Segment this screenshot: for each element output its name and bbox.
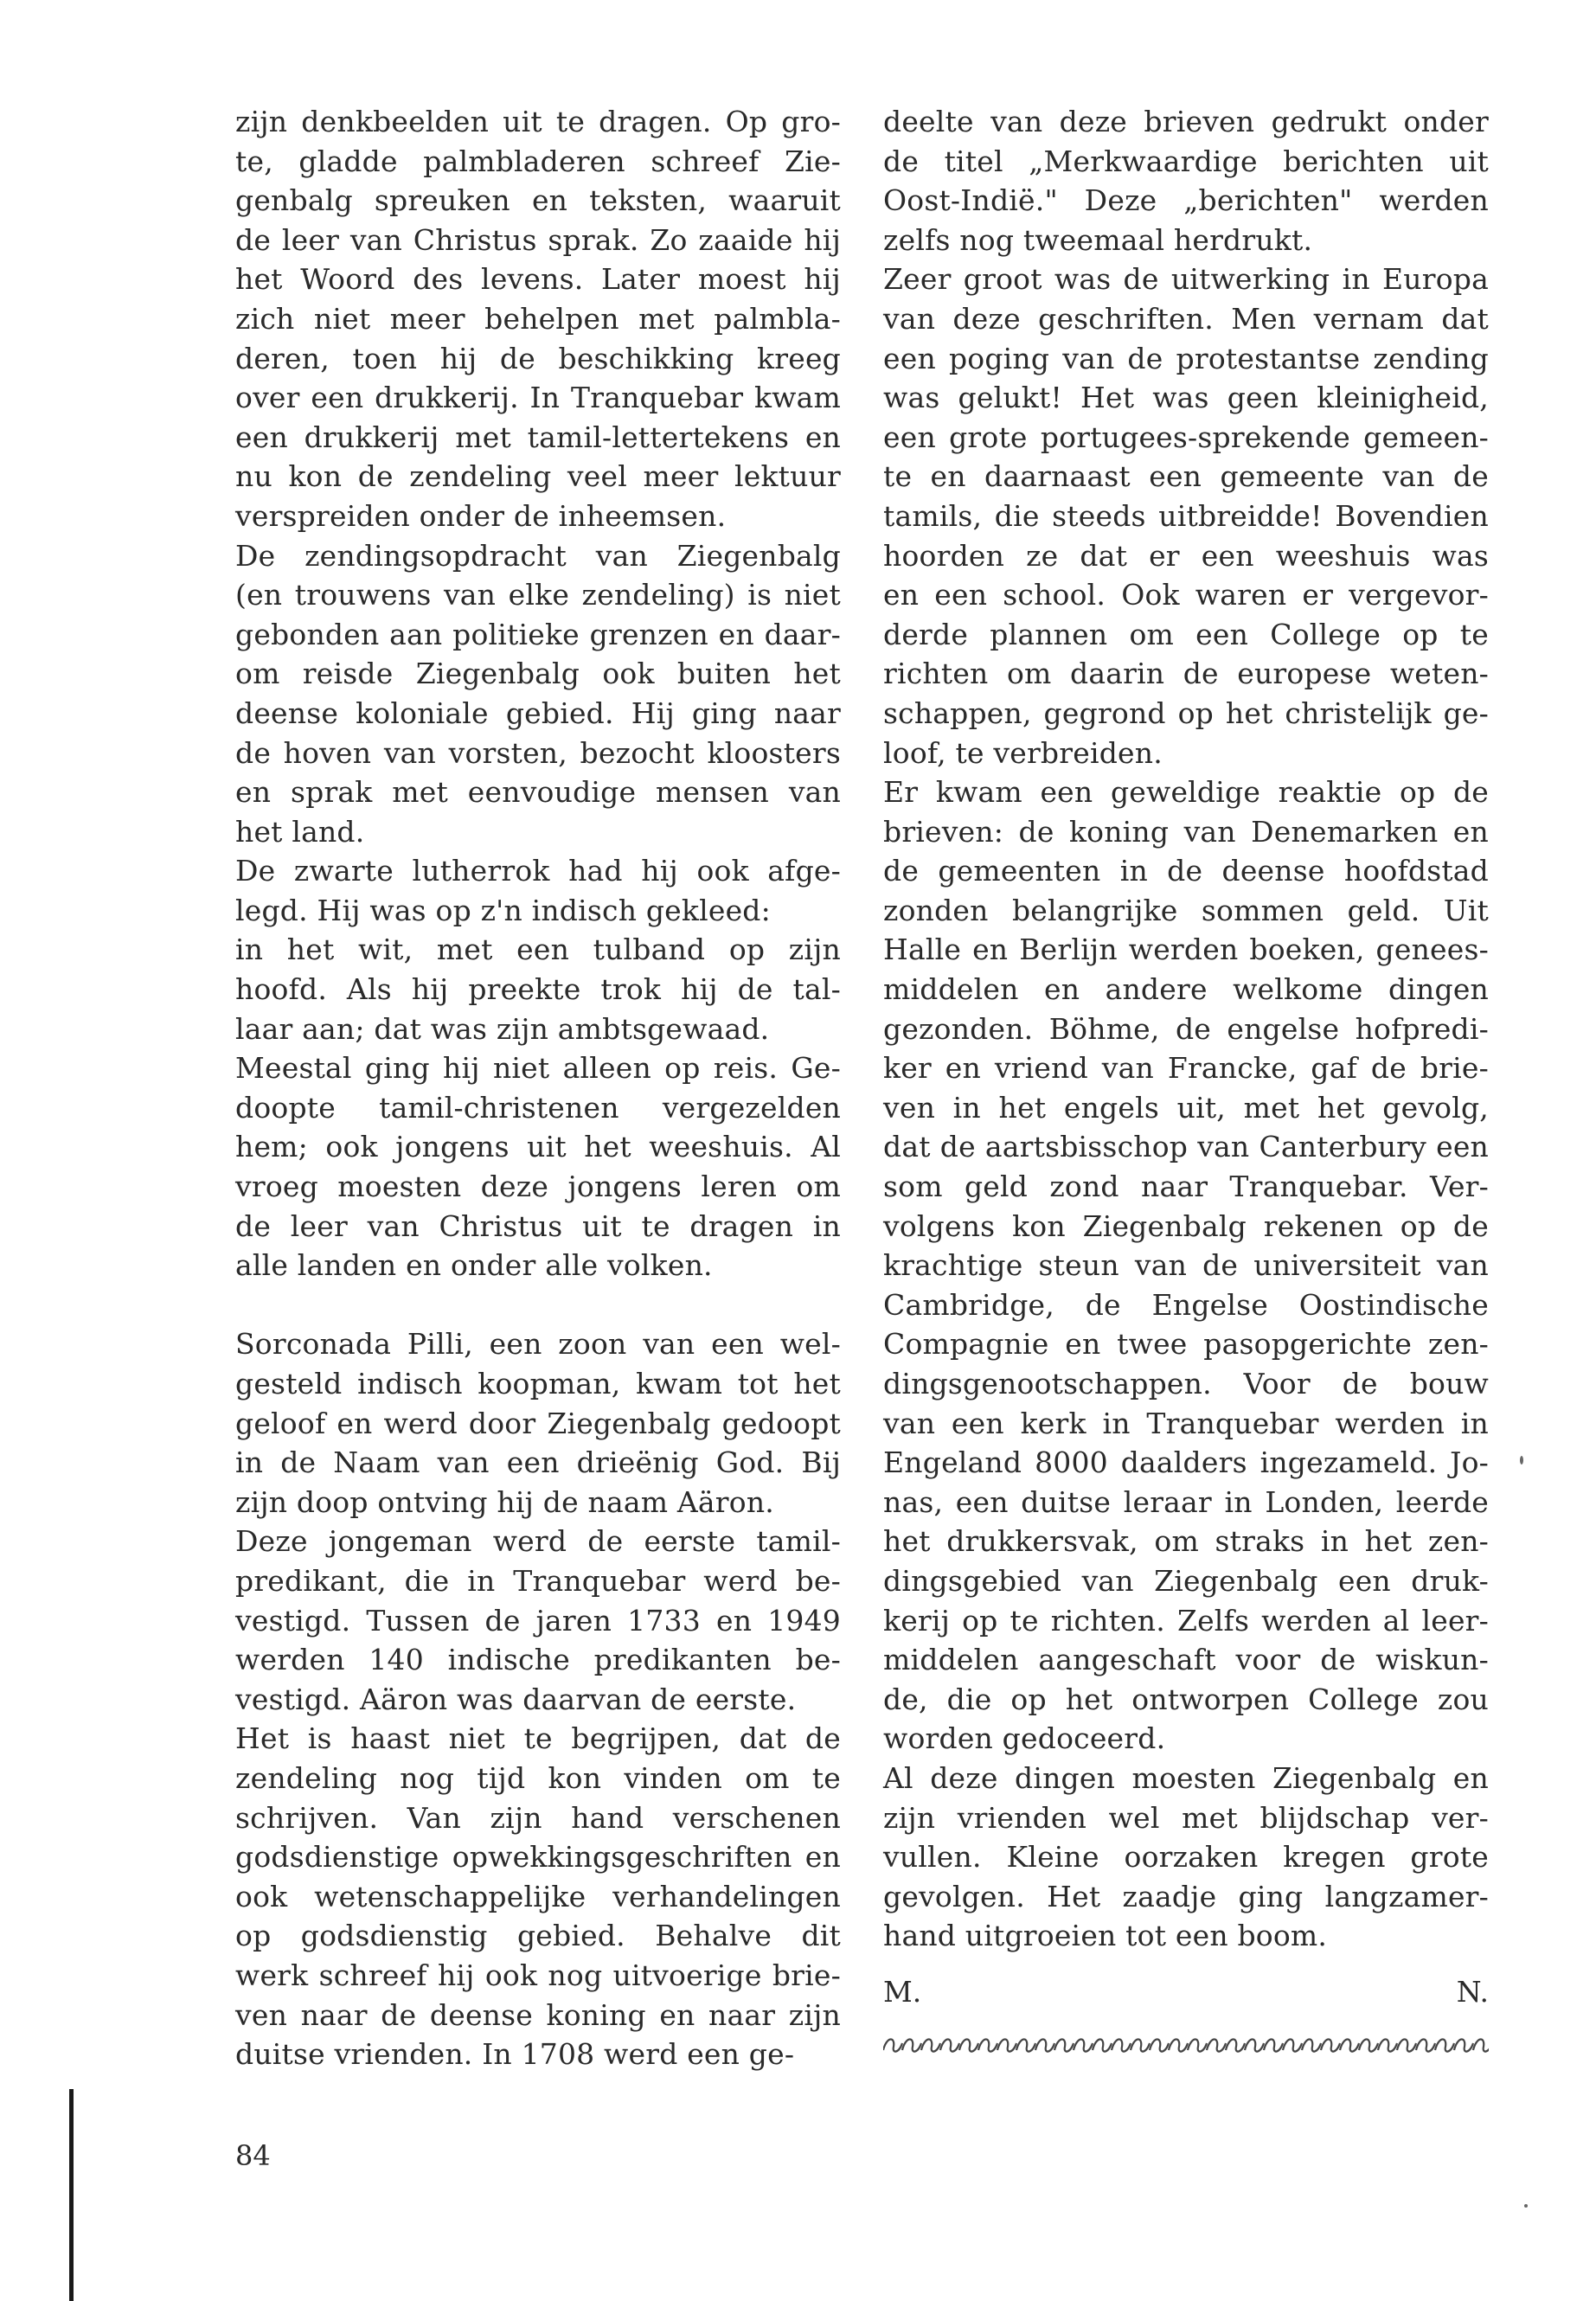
text-line: van een kerk in Tranquebar werden in	[883, 1406, 1489, 1440]
text-line: middelen en andere welkome dingen	[883, 972, 1489, 1007]
text-line: het land.	[235, 814, 365, 849]
text-line: De zwarte lutherrok had hij ook afge-	[235, 854, 841, 888]
text-line: gezonden. Böhme, de engelse hofpredi-	[883, 1011, 1489, 1046]
text-line: het Woord des levens. Later moest hij	[235, 262, 841, 297]
text-line: verspreiden onder de inheemsen.	[235, 498, 727, 533]
paragraph-gap	[235, 1285, 841, 1325]
text-line: kerij op te richten. Zelfs werden al leer-	[883, 1603, 1489, 1638]
text-line: predikant, die in Tranquebar werd be-	[235, 1563, 841, 1598]
text-line: zijn vrienden wel met blijdschap ver-	[883, 1800, 1489, 1835]
text-line: derde plannen om een College op te	[883, 617, 1489, 651]
text-line: Halle en Berlijn werden boeken, genees-	[883, 933, 1489, 967]
text-line: vestigd. Tussen de jaren 1733 en 1949	[235, 1603, 841, 1638]
text-line: hand uitgroeien tot een boom.	[883, 1919, 1328, 1953]
text-line: alle landen en onder alle volken.	[235, 1248, 713, 1283]
text-line: hoofd. Als hij preekte trok hij de tal-	[235, 972, 841, 1007]
text-line: Cambridge, de Engelse Oostindische	[883, 1287, 1489, 1322]
text-line: te, gladde palmbladeren schreef Zie-	[235, 144, 841, 178]
text-line: krachtige steun van de universiteit van	[883, 1248, 1489, 1283]
text-line: deren, toen hij de beschikking kreeg	[235, 341, 841, 375]
text-line: de hoven van vorsten, bezocht kloosters	[235, 735, 841, 770]
text-line: nas, een duitse leraar in Londen, leerde	[883, 1484, 1489, 1519]
text-line: Sorconada Pilli, een zoon van een wel-	[235, 1327, 841, 1362]
signature-initial-left: M.	[883, 1975, 922, 2009]
text-line: de, die op het ontworpen College zou	[883, 1682, 1489, 1716]
text-line: dat de aartsbisschop van Canterbury een	[883, 1130, 1489, 1164]
scan-speck	[1524, 2204, 1528, 2208]
text-line: deense koloniale gebied. Hij ging naar	[235, 695, 841, 730]
text-line: laar aan; dat was zijn ambtsgewaad.	[235, 1011, 770, 1046]
text-line: in de Naam van een drieënig God. Bij	[235, 1445, 841, 1480]
text-line: werk schreef hij ook nog uitvoerige brie-	[235, 1958, 841, 1992]
text-line: de titel „Merkwaardige berichten uit	[883, 144, 1489, 178]
text-line: vroeg moesten deze jongens leren om	[235, 1170, 841, 1204]
text-line: De zendingsopdracht van Ziegenbalg	[235, 538, 841, 573]
decorative-border-ornament	[883, 2031, 1489, 2059]
text-line: zelfs nog tweemaal herdrukt.	[883, 222, 1313, 257]
text-line: gesteld indisch koopman, kwam tot het	[235, 1367, 841, 1400]
text-line: brieven: de koning van Denemarken en	[883, 814, 1489, 849]
scan-edge-mark	[69, 2089, 74, 2301]
text-line: een drukkerij met tamil-lettertekens en	[235, 420, 841, 454]
scan-speck	[1520, 1456, 1523, 1465]
text-line: ven naar de deense koning en naar zijn	[235, 1997, 841, 2032]
text-line: van deze geschriften. Men vernam dat	[883, 301, 1489, 336]
text-line: in het wit, met een tulband op zijn	[235, 933, 841, 967]
text-line: middelen aangeschaft voor de wiskun-	[883, 1643, 1489, 1677]
text-line: godsdienstige opwekkingsgeschriften en	[235, 1840, 841, 1875]
text-line: werden 140 indische predikanten be-	[235, 1643, 841, 1677]
text-line: zich niet meer behelpen met palmbla-	[235, 301, 841, 336]
text-line: Zeer groot was de uitwerking in Europa	[883, 262, 1489, 297]
text-line: loof, te verbreiden.	[883, 735, 1163, 770]
text-line: Meestal ging hij niet alleen op reis. Ge-	[235, 1051, 841, 1086]
text-line: te en daarnaast een gemeente van de	[883, 459, 1489, 494]
text-line: Het is haast niet te begrijpen, dat de	[235, 1721, 841, 1756]
text-line: hoorden ze dat er een weeshuis was	[883, 538, 1489, 573]
text-line: over een drukkerij. In Tranquebar kwam	[235, 381, 841, 415]
text-line: gevolgen. Het zaadje ging langzamer-	[883, 1879, 1489, 1913]
text-line: geloof en werd door Ziegenbalg gedoopt	[235, 1406, 841, 1440]
text-line: nu kon de zendeling veel meer lektuur	[235, 459, 841, 494]
text-line: duitse vrienden. In 1708 werd een ge-	[235, 2037, 795, 2072]
text-line: doopte tamil-christenen vergezelden	[235, 1090, 841, 1125]
text-line: de leer van Christus sprak. Zo zaaide hij	[235, 222, 841, 257]
text-line: Oost-Indië." Deze „berichten" werden	[883, 183, 1489, 218]
text-line: legd. Hij was op z'n indisch gekleed:	[235, 893, 771, 927]
text-line: zijn denkbeelden uit te dragen. Op gro-	[235, 105, 841, 138]
text-line: dingsgenootschappen. Voor de bouw	[883, 1367, 1489, 1400]
text-line: om reisde Ziegenbalg ook buiten het	[235, 657, 841, 691]
text-line: en een school. Ook waren er vergevor-	[883, 578, 1489, 612]
text-line: Al deze dingen moesten Ziegenbalg en	[883, 1760, 1489, 1795]
text-line: schrijven. Van zijn hand verschenen	[235, 1800, 841, 1835]
text-line: Er kwam een geweldige reaktie op de	[883, 775, 1489, 810]
text-line: vullen. Kleine oorzaken kregen grote	[883, 1840, 1489, 1875]
text-line: vestigd. Aäron was daarvan de eerste.	[235, 1682, 797, 1716]
text-line: en sprak met eenvoudige mensen van	[235, 775, 841, 810]
text-line: een grote portugees-sprekende gemeen-	[883, 420, 1489, 454]
text-line: dingsgebied van Ziegenbalg een druk-	[883, 1563, 1489, 1598]
text-line: volgens kon Ziegenbalg rekenen op de	[883, 1208, 1489, 1243]
text-line: zonden belangrijke sommen geld. Uit	[883, 893, 1489, 927]
text-line: Deze jongeman werd de eerste tamil-	[235, 1524, 841, 1559]
text-line: (en trouwens van elke zendeling) is niet	[235, 578, 841, 612]
text-line: was gelukt! Het was geen kleinigheid,	[883, 381, 1489, 415]
text-line: de leer van Christus uit te dragen in	[235, 1208, 841, 1243]
text-line: richten om daarin de europese weten-	[883, 657, 1489, 691]
right-text-column	[883, 102, 1489, 1956]
text-line: Compagnie en twee pasopgerichte zen-	[883, 1327, 1489, 1362]
text-line: zendeling nog tijd kon vinden om te	[235, 1760, 841, 1795]
text-line: ven in het engels uit, met het gevolg,	[883, 1090, 1489, 1125]
text-line: Engeland 8000 daalders ingezameld. Jo-	[883, 1445, 1489, 1480]
page-number: 84	[235, 2139, 271, 2172]
signature-initial-right: N.	[1456, 1975, 1489, 2009]
text-line: som geld zond naar Tranquebar. Ver-	[883, 1170, 1489, 1204]
text-line: het drukkersvak, om straks in het zen-	[883, 1524, 1489, 1559]
left-text-column	[235, 102, 841, 2074]
text-line: schappen, gegrond op het christelijk ge-	[883, 695, 1489, 730]
text-line: ker en vriend van Francke, gaf de brie-	[883, 1051, 1489, 1086]
text-line: worden gedoceerd.	[883, 1721, 1166, 1756]
text-line: zijn doop ontving hij de naam Aäron.	[235, 1484, 774, 1519]
text-line: ook wetenschappelijke verhandelingen	[235, 1879, 841, 1913]
text-line: de gemeenten in de deense hoofdstad	[883, 854, 1489, 888]
text-line: deelte van deze brieven gedrukt onder	[883, 105, 1489, 138]
signature	[883, 1972, 1489, 2012]
text-line: een poging van de protestantse zending	[883, 341, 1489, 375]
text-line: gebonden aan politieke grenzen en daar-	[235, 617, 841, 651]
text-line: hem; ook jongens uit het weeshuis. Al	[235, 1130, 841, 1164]
text-line: genbalg spreuken en teksten, waaruit	[235, 183, 841, 218]
text-line: op godsdienstig gebied. Behalve dit	[235, 1919, 841, 1953]
text-line: tamils, die steeds uitbreidde! Bovendien	[883, 498, 1489, 533]
